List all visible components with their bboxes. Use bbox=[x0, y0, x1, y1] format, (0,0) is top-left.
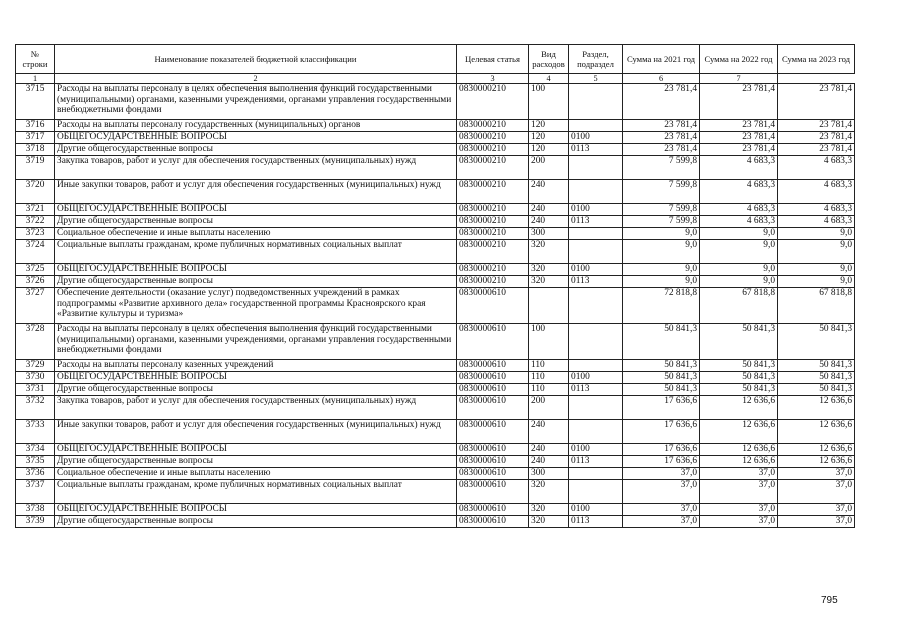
row-sum-2023: 23 781,4 bbox=[778, 120, 855, 132]
row-sum-2023: 9,0 bbox=[778, 264, 855, 276]
row-section: 0100 bbox=[569, 132, 623, 144]
header-name: Наименование показателей бюджетной классификации bbox=[55, 45, 457, 74]
row-sum-2021: 7 599,8 bbox=[623, 216, 700, 228]
row-number: 3721 bbox=[16, 204, 55, 216]
row-number: 3725 bbox=[16, 264, 55, 276]
row-sum-2023: 37,0 bbox=[778, 516, 855, 528]
row-target: 0830000610 bbox=[457, 372, 529, 384]
row-sum-2022: 23 781,4 bbox=[700, 120, 778, 132]
row-target: 0830000610 bbox=[457, 384, 529, 396]
row-sum-2023: 4 683,3 bbox=[778, 156, 855, 180]
table-row bbox=[16, 420, 855, 444]
row-number: 3736 bbox=[16, 468, 55, 480]
row-name: Закупка товаров, работ и услуг для обеспечения государственных (муниципальных) нужд bbox=[55, 156, 457, 180]
row-sum-2022: 50 841,3 bbox=[700, 360, 778, 372]
table-row bbox=[16, 120, 855, 132]
row-section bbox=[569, 156, 623, 180]
table-row bbox=[16, 156, 855, 180]
row-name: Расходы на выплаты персоналу казенных учреждений bbox=[55, 360, 457, 372]
row-name: Иные закупки товаров, работ и услуг для обеспечения государственных (муниципальных) нужд bbox=[55, 180, 457, 204]
row-sum-2021: 37,0 bbox=[623, 480, 700, 504]
row-sum-2022: 9,0 bbox=[700, 264, 778, 276]
row-number: 3737 bbox=[16, 480, 55, 504]
row-expense-type: 100 bbox=[529, 84, 569, 120]
row-expense-type: 120 bbox=[529, 132, 569, 144]
row-name: Расходы на выплаты персоналу государственных (муниципальных) органов bbox=[55, 120, 457, 132]
row-target: 0830000610 bbox=[457, 420, 529, 444]
row-name: Закупка товаров, работ и услуг для обеспечения государственных (муниципальных) нужд bbox=[55, 396, 457, 420]
table-row bbox=[16, 144, 855, 156]
row-sum-2021: 9,0 bbox=[623, 264, 700, 276]
row-sum-2021: 50 841,3 bbox=[623, 372, 700, 384]
row-expense-type: 120 bbox=[529, 120, 569, 132]
row-section: 0113 bbox=[569, 276, 623, 288]
row-number: 3728 bbox=[16, 324, 55, 360]
table-row bbox=[16, 516, 855, 528]
header-row bbox=[16, 45, 855, 74]
row-sum-2023: 50 841,3 bbox=[778, 384, 855, 396]
row-number: 3730 bbox=[16, 372, 55, 384]
row-name: ОБЩЕГОСУДАРСТВЕННЫЕ ВОПРОСЫ bbox=[55, 204, 457, 216]
row-section bbox=[569, 396, 623, 420]
row-sum-2023: 23 781,4 bbox=[778, 144, 855, 156]
row-target: 0830000210 bbox=[457, 240, 529, 264]
row-sum-2023: 9,0 bbox=[778, 228, 855, 240]
row-expense-type: 320 bbox=[529, 264, 569, 276]
row-section: 0113 bbox=[569, 144, 623, 156]
header-section: Раздел, подраздел bbox=[569, 45, 623, 74]
row-section: 0113 bbox=[569, 456, 623, 468]
table-row bbox=[16, 228, 855, 240]
row-section: 0100 bbox=[569, 444, 623, 456]
row-sum-2022: 4 683,3 bbox=[700, 156, 778, 180]
row-expense-type: 200 bbox=[529, 396, 569, 420]
header-sum-2021: Сумма на 2021 год bbox=[623, 45, 700, 74]
row-name: Другие общегосударственные вопросы bbox=[55, 516, 457, 528]
table-body bbox=[16, 84, 855, 528]
row-sum-2023: 9,0 bbox=[778, 240, 855, 264]
row-target: 0830000610 bbox=[457, 504, 529, 516]
row-number: 3717 bbox=[16, 132, 55, 144]
row-target: 0830000610 bbox=[457, 444, 529, 456]
row-sum-2022: 23 781,4 bbox=[700, 132, 778, 144]
row-sum-2021: 50 841,3 bbox=[623, 360, 700, 372]
row-name: ОБЩЕГОСУДАРСТВЕННЫЕ ВОПРОСЫ bbox=[55, 372, 457, 384]
row-expense-type: 320 bbox=[529, 516, 569, 528]
budget-table bbox=[15, 44, 855, 528]
row-target: 0830000210 bbox=[457, 276, 529, 288]
row-target: 0830000210 bbox=[457, 156, 529, 180]
row-number: 3718 bbox=[16, 144, 55, 156]
row-sum-2022: 50 841,3 bbox=[700, 384, 778, 396]
row-name: Расходы на выплаты персоналу в целях обеспечения выполнения функций государственными (муниципальными) органами, казенными учреждениями, органами управления государственными внебюджетными фондами bbox=[55, 84, 457, 120]
row-section bbox=[569, 420, 623, 444]
row-sum-2022: 4 683,3 bbox=[700, 216, 778, 228]
row-expense-type: 240 bbox=[529, 456, 569, 468]
row-number: 3733 bbox=[16, 420, 55, 444]
table-row bbox=[16, 360, 855, 372]
row-sum-2023: 4 683,3 bbox=[778, 180, 855, 204]
row-section: 0113 bbox=[569, 216, 623, 228]
row-expense-type: 240 bbox=[529, 444, 569, 456]
column-number: 5 bbox=[569, 74, 623, 84]
row-sum-2022: 12 636,6 bbox=[700, 420, 778, 444]
column-number: 7 bbox=[700, 74, 778, 84]
row-number: 3732 bbox=[16, 396, 55, 420]
row-sum-2022: 12 636,6 bbox=[700, 456, 778, 468]
table-row bbox=[16, 84, 855, 120]
header-row-no: № строки bbox=[16, 45, 55, 74]
row-name: Другие общегосударственные вопросы bbox=[55, 216, 457, 228]
row-name: Иные закупки товаров, работ и услуг для обеспечения государственных (муниципальных) нужд bbox=[55, 420, 457, 444]
row-sum-2021: 72 818,8 bbox=[623, 288, 700, 324]
row-section bbox=[569, 288, 623, 324]
row-section bbox=[569, 360, 623, 372]
row-target: 0830000610 bbox=[457, 396, 529, 420]
row-sum-2022: 4 683,3 bbox=[700, 180, 778, 204]
row-sum-2023: 12 636,6 bbox=[778, 396, 855, 420]
table-row bbox=[16, 504, 855, 516]
row-sum-2023: 9,0 bbox=[778, 276, 855, 288]
row-name: Расходы на выплаты персоналу в целях обеспечения выполнения функций государственными (муниципальными) органами, казенными учреждениями, органами управления государственными внебюджетными фондами bbox=[55, 324, 457, 360]
row-expense-type bbox=[529, 288, 569, 324]
row-target: 0830000610 bbox=[457, 468, 529, 480]
row-sum-2022: 23 781,4 bbox=[700, 84, 778, 120]
table-row bbox=[16, 276, 855, 288]
row-name: ОБЩЕГОСУДАРСТВЕННЫЕ ВОПРОСЫ bbox=[55, 132, 457, 144]
row-sum-2021: 9,0 bbox=[623, 228, 700, 240]
row-sum-2021: 37,0 bbox=[623, 504, 700, 516]
row-target: 0830000610 bbox=[457, 324, 529, 360]
row-number: 3729 bbox=[16, 360, 55, 372]
row-sum-2021: 17 636,6 bbox=[623, 420, 700, 444]
row-sum-2021: 9,0 bbox=[623, 240, 700, 264]
row-sum-2022: 67 818,8 bbox=[700, 288, 778, 324]
row-target: 0830000610 bbox=[457, 516, 529, 528]
row-sum-2022: 37,0 bbox=[700, 480, 778, 504]
row-sum-2022: 50 841,3 bbox=[700, 372, 778, 384]
row-sum-2021: 50 841,3 bbox=[623, 384, 700, 396]
row-expense-type: 110 bbox=[529, 360, 569, 372]
row-sum-2022: 12 636,6 bbox=[700, 396, 778, 420]
row-sum-2022: 4 683,3 bbox=[700, 204, 778, 216]
row-name: Другие общегосударственные вопросы bbox=[55, 144, 457, 156]
row-name: Социальные выплаты гражданам, кроме публичных нормативных социальных выплат bbox=[55, 480, 457, 504]
row-sum-2023: 50 841,3 bbox=[778, 372, 855, 384]
row-name: ОБЩЕГОСУДАРСТВЕННЫЕ ВОПРОСЫ bbox=[55, 444, 457, 456]
row-number: 3720 bbox=[16, 180, 55, 204]
row-number: 3716 bbox=[16, 120, 55, 132]
row-expense-type: 320 bbox=[529, 480, 569, 504]
table-row bbox=[16, 324, 855, 360]
row-target: 0830000610 bbox=[457, 288, 529, 324]
row-sum-2022: 23 781,4 bbox=[700, 144, 778, 156]
table-row bbox=[16, 444, 855, 456]
row-sum-2023: 4 683,3 bbox=[778, 204, 855, 216]
row-name: Социальное обеспечение и иные выплаты населению bbox=[55, 468, 457, 480]
row-sum-2023: 37,0 bbox=[778, 480, 855, 504]
row-expense-type: 120 bbox=[529, 144, 569, 156]
row-section bbox=[569, 480, 623, 504]
row-number: 3739 bbox=[16, 516, 55, 528]
table-row bbox=[16, 468, 855, 480]
header-sum-2022: Сумма на 2022 год bbox=[700, 45, 778, 74]
row-number: 3719 bbox=[16, 156, 55, 180]
column-number: 2 bbox=[55, 74, 457, 84]
row-name: Социальное обеспечение и иные выплаты населению bbox=[55, 228, 457, 240]
row-target: 0830000610 bbox=[457, 456, 529, 468]
row-sum-2023: 12 636,6 bbox=[778, 420, 855, 444]
row-sum-2023: 37,0 bbox=[778, 504, 855, 516]
row-section bbox=[569, 324, 623, 360]
row-section: 0113 bbox=[569, 516, 623, 528]
row-sum-2023: 67 818,8 bbox=[778, 288, 855, 324]
row-sum-2023: 37,0 bbox=[778, 468, 855, 480]
row-section: 0100 bbox=[569, 372, 623, 384]
row-section: 0100 bbox=[569, 204, 623, 216]
row-target: 0830000210 bbox=[457, 84, 529, 120]
row-sum-2022: 37,0 bbox=[700, 504, 778, 516]
row-sum-2023: 4 683,3 bbox=[778, 216, 855, 228]
page-number: 795 bbox=[821, 595, 838, 606]
row-name: Другие общегосударственные вопросы bbox=[55, 456, 457, 468]
row-number: 3722 bbox=[16, 216, 55, 228]
row-name: Другие общегосударственные вопросы bbox=[55, 276, 457, 288]
column-number: 1 bbox=[16, 74, 55, 84]
row-sum-2023: 23 781,4 bbox=[778, 132, 855, 144]
table-row bbox=[16, 480, 855, 504]
row-expense-type: 240 bbox=[529, 216, 569, 228]
table-row bbox=[16, 180, 855, 204]
row-expense-type: 240 bbox=[529, 204, 569, 216]
row-target: 0830000610 bbox=[457, 480, 529, 504]
row-sum-2021: 7 599,8 bbox=[623, 204, 700, 216]
row-target: 0830000210 bbox=[457, 180, 529, 204]
row-sum-2021: 17 636,6 bbox=[623, 396, 700, 420]
row-sum-2021: 9,0 bbox=[623, 276, 700, 288]
row-expense-type: 320 bbox=[529, 276, 569, 288]
table-row bbox=[16, 264, 855, 276]
row-expense-type: 100 bbox=[529, 324, 569, 360]
row-sum-2021: 23 781,4 bbox=[623, 84, 700, 120]
row-expense-type: 110 bbox=[529, 372, 569, 384]
row-number: 3727 bbox=[16, 288, 55, 324]
row-sum-2022: 9,0 bbox=[700, 228, 778, 240]
row-number: 3715 bbox=[16, 84, 55, 120]
row-name: Обеспечение деятельности (оказание услуг) подведомственных учреждений в рамках подпрограммы «Развитие архивного дела» государственной программы Красноярского края «Развитие культуры и туризма» bbox=[55, 288, 457, 324]
row-section bbox=[569, 468, 623, 480]
row-target: 0830000210 bbox=[457, 144, 529, 156]
row-name: ОБЩЕГОСУДАРСТВЕННЫЕ ВОПРОСЫ bbox=[55, 504, 457, 516]
row-sum-2022: 50 841,3 bbox=[700, 324, 778, 360]
column-number: 4 bbox=[529, 74, 569, 84]
row-expense-type: 240 bbox=[529, 420, 569, 444]
row-name: ОБЩЕГОСУДАРСТВЕННЫЕ ВОПРОСЫ bbox=[55, 264, 457, 276]
row-number: 3734 bbox=[16, 444, 55, 456]
row-sum-2021: 23 781,4 bbox=[623, 132, 700, 144]
table-row bbox=[16, 396, 855, 420]
row-sum-2023: 12 636,6 bbox=[778, 444, 855, 456]
row-sum-2021: 23 781,4 bbox=[623, 120, 700, 132]
row-sum-2021: 37,0 bbox=[623, 516, 700, 528]
row-sum-2021: 17 636,6 bbox=[623, 456, 700, 468]
table-row bbox=[16, 384, 855, 396]
row-section: 0100 bbox=[569, 264, 623, 276]
row-sum-2021: 17 636,6 bbox=[623, 444, 700, 456]
row-target: 0830000210 bbox=[457, 216, 529, 228]
row-section bbox=[569, 180, 623, 204]
table-row bbox=[16, 240, 855, 264]
row-number: 3731 bbox=[16, 384, 55, 396]
table-row bbox=[16, 132, 855, 144]
row-section: 0100 bbox=[569, 504, 623, 516]
table-row bbox=[16, 216, 855, 228]
row-sum-2023: 50 841,3 bbox=[778, 324, 855, 360]
row-sum-2023: 12 636,6 bbox=[778, 456, 855, 468]
row-expense-type: 300 bbox=[529, 468, 569, 480]
table-row bbox=[16, 456, 855, 468]
row-sum-2022: 9,0 bbox=[700, 276, 778, 288]
row-number: 3738 bbox=[16, 504, 55, 516]
table-row bbox=[16, 372, 855, 384]
row-sum-2022: 9,0 bbox=[700, 240, 778, 264]
table-row bbox=[16, 204, 855, 216]
row-sum-2021: 7 599,8 bbox=[623, 180, 700, 204]
row-number: 3735 bbox=[16, 456, 55, 468]
row-target: 0830000210 bbox=[457, 228, 529, 240]
row-target: 0830000210 bbox=[457, 120, 529, 132]
row-section: 0113 bbox=[569, 384, 623, 396]
row-sum-2023: 50 841,3 bbox=[778, 360, 855, 372]
row-sum-2021: 7 599,8 bbox=[623, 156, 700, 180]
row-sum-2022: 37,0 bbox=[700, 516, 778, 528]
column-number-row bbox=[16, 74, 855, 84]
row-expense-type: 200 bbox=[529, 156, 569, 180]
row-name: Социальные выплаты гражданам, кроме публичных нормативных социальных выплат bbox=[55, 240, 457, 264]
row-target: 0830000610 bbox=[457, 360, 529, 372]
row-expense-type: 320 bbox=[529, 504, 569, 516]
row-sum-2023: 23 781,4 bbox=[778, 84, 855, 120]
row-number: 3726 bbox=[16, 276, 55, 288]
row-section bbox=[569, 120, 623, 132]
row-name: Другие общегосударственные вопросы bbox=[55, 384, 457, 396]
row-sum-2022: 12 636,6 bbox=[700, 444, 778, 456]
header-target: Целевая статья bbox=[457, 45, 529, 74]
column-number: 6 bbox=[623, 74, 700, 84]
row-expense-type: 300 bbox=[529, 228, 569, 240]
table-row bbox=[16, 288, 855, 324]
row-expense-type: 110 bbox=[529, 384, 569, 396]
header-expense-type: Вид расходов bbox=[529, 45, 569, 74]
row-section bbox=[569, 84, 623, 120]
row-section bbox=[569, 240, 623, 264]
row-expense-type: 240 bbox=[529, 180, 569, 204]
column-number: 3 bbox=[457, 74, 529, 84]
header-sum-2023: Сумма на 2023 год bbox=[778, 45, 855, 74]
row-target: 0830000210 bbox=[457, 204, 529, 216]
row-number: 3724 bbox=[16, 240, 55, 264]
row-sum-2022: 37,0 bbox=[700, 468, 778, 480]
row-sum-2021: 37,0 bbox=[623, 468, 700, 480]
row-target: 0830000210 bbox=[457, 132, 529, 144]
row-number: 3723 bbox=[16, 228, 55, 240]
row-sum-2021: 50 841,3 bbox=[623, 324, 700, 360]
row-target: 0830000210 bbox=[457, 264, 529, 276]
row-section bbox=[569, 228, 623, 240]
row-expense-type: 320 bbox=[529, 240, 569, 264]
row-sum-2021: 23 781,4 bbox=[623, 144, 700, 156]
